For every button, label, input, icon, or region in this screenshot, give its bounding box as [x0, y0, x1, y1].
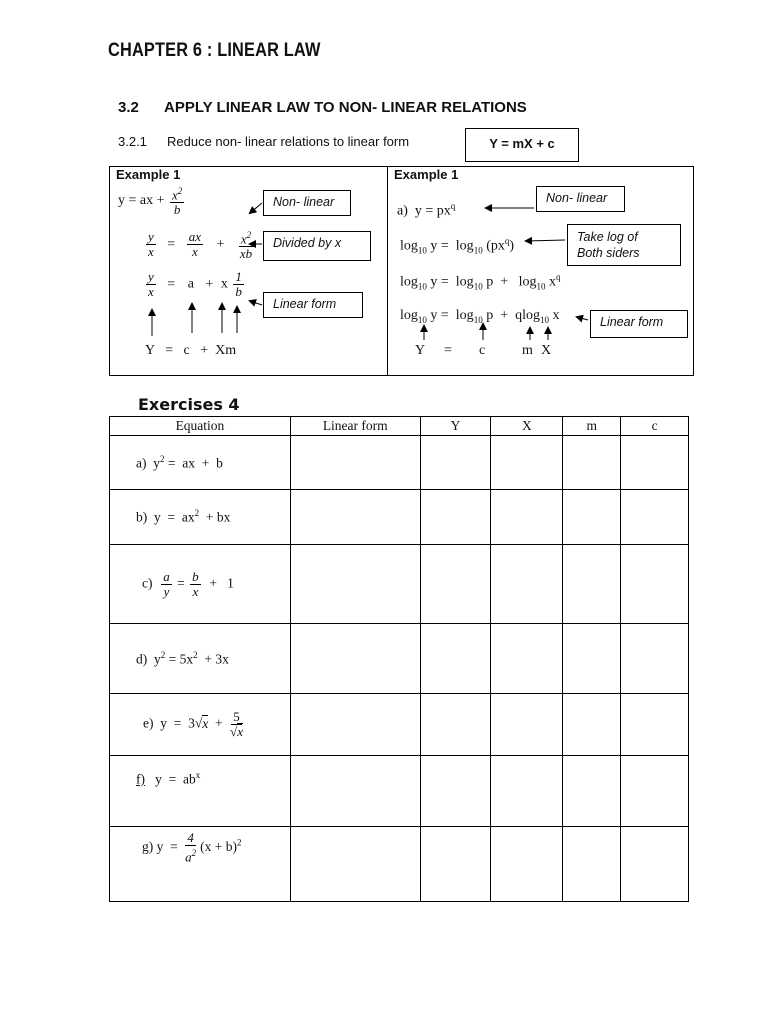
section-title: APPLY LINEAR LAW TO NON- LINEAR RELATIONS: [164, 99, 527, 116]
equation-e-label: e): [143, 715, 154, 731]
header-Y: Y: [420, 417, 491, 436]
answer-m-g[interactable]: [563, 827, 621, 902]
right-result-m: m: [522, 343, 533, 358]
left-eq3-x: x: [220, 276, 228, 292]
left-eq2-lhs-num: y: [148, 229, 154, 245]
answer-Y-c[interactable]: [420, 545, 491, 624]
right-eq3-log: log: [400, 274, 418, 290]
right-eq4-log: log: [400, 308, 418, 323]
right-note-linear: Linear form: [590, 310, 688, 338]
answer-Y-g[interactable]: [420, 827, 491, 902]
right-eq3-p: p +: [482, 274, 519, 290]
sqrt-icon: √: [194, 715, 203, 731]
left-note-linear: Linear form: [263, 292, 363, 318]
answer-Y-f[interactable]: [420, 756, 491, 827]
left-eq3-lhs-den: x: [148, 284, 154, 299]
equation-c-n1: a: [163, 568, 170, 584]
table-row: [110, 436, 689, 490]
left-eq3-plus: +: [205, 276, 214, 292]
answer-Y-a[interactable]: [420, 436, 491, 490]
right-eq1-base: y = px: [414, 203, 451, 219]
right-eq1-exp: q: [450, 201, 456, 211]
answer-X-a[interactable]: [491, 436, 563, 490]
equation-a-lhs: y: [153, 455, 160, 471]
left-eq1-lhs: y = ax +: [118, 192, 165, 208]
right-eq2-exp: q: [504, 236, 510, 246]
left-eq2-t2-num: x: [240, 231, 247, 247]
equation-b-exp: 2: [194, 508, 200, 519]
equation-d-exp2: 2: [193, 649, 198, 660]
equation-c-d1: y: [163, 583, 170, 599]
answer-Y-b[interactable]: [420, 490, 491, 545]
right-eq3-mid: y =: [426, 274, 456, 290]
linear-form-box: Y = mX + c: [465, 128, 579, 162]
equation-b-rhs: + bx: [199, 509, 231, 525]
equation-g-exp: 2: [236, 837, 242, 848]
left-result: Y = c + Xm: [145, 343, 237, 358]
chapter-title: CHAPTER 6 : LINEAR LAW: [108, 40, 321, 61]
sqrt-icon: √: [230, 724, 238, 739]
right-eq2-log: log: [400, 238, 418, 254]
header-linear-form: Linear form: [290, 417, 420, 436]
equation-d-tail: + 3x: [197, 651, 229, 667]
arrow-right-takelog: [526, 240, 565, 241]
equation-g-den-exp: 2: [191, 848, 197, 858]
equation-f-exp: x: [195, 770, 201, 780]
left-eq2-t2-exp: 2: [246, 230, 252, 240]
table-header-row: [110, 417, 689, 436]
equation-d-exp1: 2: [160, 649, 166, 660]
table-row: [110, 694, 689, 756]
left-eq1-den: b: [173, 202, 181, 218]
right-note-takelog-line2: Both siders: [577, 246, 640, 260]
answer-m-d[interactable]: [563, 624, 621, 694]
equation-g-den: a: [185, 849, 192, 865]
answer-m-a[interactable]: [563, 436, 621, 490]
left-eq2-plus: +: [216, 236, 225, 252]
equation-c-label: c): [142, 575, 153, 591]
equation-g: [110, 827, 291, 902]
equation-f: [110, 756, 291, 827]
header-X: X: [491, 417, 563, 436]
equation-a: [110, 436, 291, 490]
right-eq4-x: x: [548, 308, 560, 323]
equation-b: [110, 490, 291, 545]
table-row: [110, 490, 689, 545]
equation-f-lhs: y = ab: [155, 771, 196, 787]
right-eq3-log2: log: [455, 274, 474, 290]
right-eq3-exp: q: [555, 272, 561, 282]
arrow-right-linear: [577, 317, 588, 320]
answer-X-d[interactable]: [491, 624, 563, 694]
left-eq2-t2-den: xb: [239, 246, 253, 262]
right-eq4-mid: y =: [426, 308, 456, 323]
right-eq3-base3: 10: [536, 281, 546, 292]
right-eq2-end: ): [509, 238, 515, 254]
equation-e-num: 5: [233, 709, 240, 724]
right-result-c: c: [479, 343, 486, 358]
equation-d-mid: = 5x: [165, 651, 194, 667]
answer-m-f[interactable]: [563, 756, 621, 827]
right-eq4-base: 10: [417, 314, 427, 325]
equation-b-label: b): [136, 509, 148, 525]
left-eq3-lhs-num: y: [148, 269, 154, 284]
left-eq2-equals: =: [167, 236, 176, 252]
answer-X-e[interactable]: [491, 694, 563, 756]
arrow-left-nonlinear: [250, 203, 262, 213]
left-eq3-f-num: 1: [235, 269, 242, 284]
answer-X-g[interactable]: [491, 827, 563, 902]
answer-c-c[interactable]: [621, 545, 689, 624]
table-row: [110, 624, 689, 694]
left-note-divided: Divided by x: [263, 231, 371, 261]
equation-d-label: d): [136, 651, 148, 667]
answer-m-c[interactable]: [563, 545, 621, 624]
header-m: m: [563, 417, 621, 436]
answer-linear-form-a[interactable]: [290, 436, 420, 490]
left-note-nonlinear: Non- linear: [263, 190, 351, 216]
equation-e-den-sqrt-arg: x: [237, 724, 243, 739]
right-eq3-x: x: [545, 274, 556, 290]
right-eq1-prefix: a): [397, 203, 408, 219]
equation-g-tail: (x + b): [200, 838, 237, 854]
left-eq2-t1-num: ax: [188, 229, 201, 245]
equation-e-sqrt-arg: x: [202, 715, 209, 731]
right-eq2-mid: y =: [426, 238, 456, 254]
exercise-table: [109, 416, 689, 902]
answer-c-a[interactable]: [621, 436, 689, 490]
right-result-X: X: [541, 343, 552, 358]
left-eq1-exp: 2: [177, 186, 183, 196]
equation-c-d2: x: [192, 583, 199, 599]
equation-b-lhs: y = ax: [154, 509, 195, 525]
arrows-layer: [0, 0, 768, 400]
answer-linear-form-e[interactable]: [290, 694, 420, 756]
equation-c-n2: b: [192, 568, 199, 584]
left-eq2-t1-den: x: [191, 244, 198, 260]
table-row: [110, 545, 689, 624]
right-eq4-log3: log: [522, 308, 540, 323]
right-note-takelog-line1: Take log of: [577, 230, 638, 244]
right-eq4-base3: 10: [539, 314, 549, 325]
equation-e-plus: +: [215, 715, 223, 731]
answer-linear-form-b[interactable]: [290, 490, 420, 545]
right-eq4-base2: 10: [473, 314, 483, 325]
answer-c-b[interactable]: [621, 490, 689, 545]
equation-c: [110, 545, 291, 624]
table-row: [110, 756, 689, 827]
right-eq2-tail: (px: [482, 238, 505, 254]
answer-X-c[interactable]: [491, 545, 563, 624]
right-eq2-base2: 10: [473, 245, 483, 256]
right-note-nonlinear: Non- linear: [536, 186, 625, 212]
right-eq3-log3: log: [518, 274, 537, 290]
equation-d: [110, 624, 291, 694]
answer-linear-form-d[interactable]: [290, 624, 420, 694]
answer-Y-e[interactable]: [420, 694, 491, 756]
subsection-text: Reduce non- linear relations to linear form: [167, 134, 410, 149]
table-row: [110, 827, 689, 902]
answer-c-f[interactable]: [621, 756, 689, 827]
equation-a-rhs: = ax + b: [164, 455, 223, 471]
equation-c-equals: =: [177, 575, 185, 591]
equation-e-lhs: y = 3: [160, 715, 195, 731]
equation-c-tail: + 1: [209, 575, 234, 591]
equation-g-label: g) y =: [142, 838, 178, 854]
example-left-label: Example 1: [116, 167, 181, 182]
right-eq2-log2: log: [455, 238, 474, 254]
header-equation: Equation: [110, 417, 291, 436]
section-number: 3.2: [118, 99, 139, 116]
left-eq3-f-den: b: [235, 284, 242, 299]
answer-m-e[interactable]: [563, 694, 621, 756]
right-eq4-p: p + q: [482, 308, 523, 323]
right-eq4-log2: log: [455, 308, 474, 323]
answer-c-e[interactable]: [621, 694, 689, 756]
equation-g-num: 4: [187, 830, 194, 845]
equation-a-exp: 2: [160, 453, 165, 464]
subsection-number: 3.2.1: [118, 134, 147, 149]
right-eq3-base2: 10: [473, 281, 483, 292]
right-eq3-base: 10: [417, 281, 427, 292]
answer-X-b[interactable]: [491, 490, 563, 545]
answer-linear-form-c[interactable]: [290, 545, 420, 624]
answer-X-f[interactable]: [491, 756, 563, 827]
right-eq2-base: 10: [417, 245, 427, 256]
answer-Y-d[interactable]: [420, 624, 491, 694]
arrow-left-linear: [250, 301, 262, 305]
left-eq1-num: x: [172, 187, 178, 203]
answer-c-g[interactable]: [621, 827, 689, 902]
answer-linear-form-g[interactable]: [290, 827, 420, 902]
answer-linear-form-f[interactable]: [290, 756, 420, 827]
equation-f-label: f): [136, 771, 145, 787]
header-c: c: [621, 417, 689, 436]
left-eq3-a: a: [187, 276, 194, 292]
exercises-title: Exercises 4: [138, 395, 240, 414]
right-result-Y: Y: [415, 343, 426, 358]
right-result-eq: =: [444, 343, 452, 358]
answer-m-b[interactable]: [563, 490, 621, 545]
equation-a-label: a): [136, 455, 147, 471]
left-eq2-lhs-den: x: [148, 244, 154, 260]
equation-d-lhs: y: [154, 651, 161, 667]
example-right-label: Example 1: [394, 167, 459, 182]
answer-c-d[interactable]: [621, 624, 689, 694]
equation-e: [110, 694, 291, 756]
left-eq3-equals: =: [167, 276, 176, 292]
